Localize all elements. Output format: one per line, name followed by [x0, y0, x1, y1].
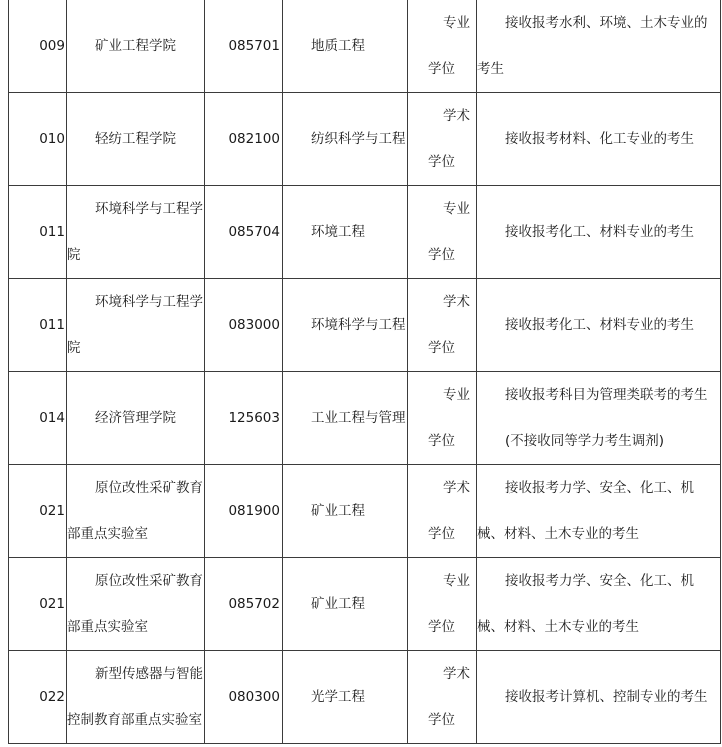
degree-type: 学术 学位 [408, 279, 477, 372]
major-name: 光学工程 [283, 651, 408, 744]
note: 接收报考材料、化工专业的考生 [477, 93, 721, 186]
degree-type: 学术 学位 [408, 93, 477, 186]
major-code: 080300 [205, 651, 283, 744]
note: 接收报考化工、材料专业的考生 [477, 186, 721, 279]
table-row [9, 465, 721, 558]
college-code: 021 [9, 558, 67, 651]
major-code: 085702 [205, 558, 283, 651]
table-row [9, 372, 721, 465]
major-code: 081900 [205, 465, 283, 558]
college-name: 环境科学与工程学院 [67, 279, 205, 372]
note: 接收报考力学、安全、化工、机械、材料、土木专业的考生 [477, 558, 721, 651]
table-row [9, 0, 721, 93]
college-code: 011 [9, 279, 67, 372]
table-row [9, 558, 721, 651]
degree-type: 学术 学位 [408, 651, 477, 744]
table-row [9, 93, 721, 186]
note: 接收报考力学、安全、化工、机械、材料、土木专业的考生 [477, 465, 721, 558]
note: 接收报考化工、材料专业的考生 [477, 279, 721, 372]
major-name: 矿业工程 [283, 558, 408, 651]
major-name: 工业工程与管理 [283, 372, 408, 465]
adjustment-table [8, 0, 721, 744]
table-row [9, 651, 721, 744]
major-name: 地质工程 [283, 0, 408, 93]
college-code: 021 [9, 465, 67, 558]
note: 接收报考计算机、控制专业的考生 [477, 651, 721, 744]
college-name: 原位改性采矿教育部重点实验室 [67, 465, 205, 558]
major-code: 125603 [205, 372, 283, 465]
degree-type: 学术 学位 [408, 465, 477, 558]
major-name: 环境科学与工程 [283, 279, 408, 372]
degree-type: 专业 学位 [408, 372, 477, 465]
major-name: 纺织科学与工程 [283, 93, 408, 186]
major-code: 085701 [205, 0, 283, 93]
college-code: 011 [9, 186, 67, 279]
major-code: 083000 [205, 279, 283, 372]
degree-type: 专业 学位 [408, 186, 477, 279]
note: 接收报考水利、环境、土木专业的考生 [477, 0, 721, 93]
table-row [9, 186, 721, 279]
college-name: 矿业工程学院 [67, 0, 205, 93]
college-code: 009 [9, 0, 67, 93]
college-name: 轻纺工程学院 [67, 93, 205, 186]
major-code: 085704 [205, 186, 283, 279]
college-name: 新型传感器与智能控制教育部重点实验室 [67, 651, 205, 744]
degree-type: 专业 学位 [408, 558, 477, 651]
college-code: 022 [9, 651, 67, 744]
note: 接收报考科目为管理类联考的考生(不接收同等学力考生调剂) [477, 372, 721, 465]
college-code: 014 [9, 372, 67, 465]
major-name: 矿业工程 [283, 465, 408, 558]
major-code: 082100 [205, 93, 283, 186]
college-name: 环境科学与工程学院 [67, 186, 205, 279]
college-name: 经济管理学院 [67, 372, 205, 465]
major-name: 环境工程 [283, 186, 408, 279]
college-name: 原位改性采矿教育部重点实验室 [67, 558, 205, 651]
degree-type: 专业 学位 [408, 0, 477, 93]
table-row [9, 279, 721, 372]
college-code: 010 [9, 93, 67, 186]
